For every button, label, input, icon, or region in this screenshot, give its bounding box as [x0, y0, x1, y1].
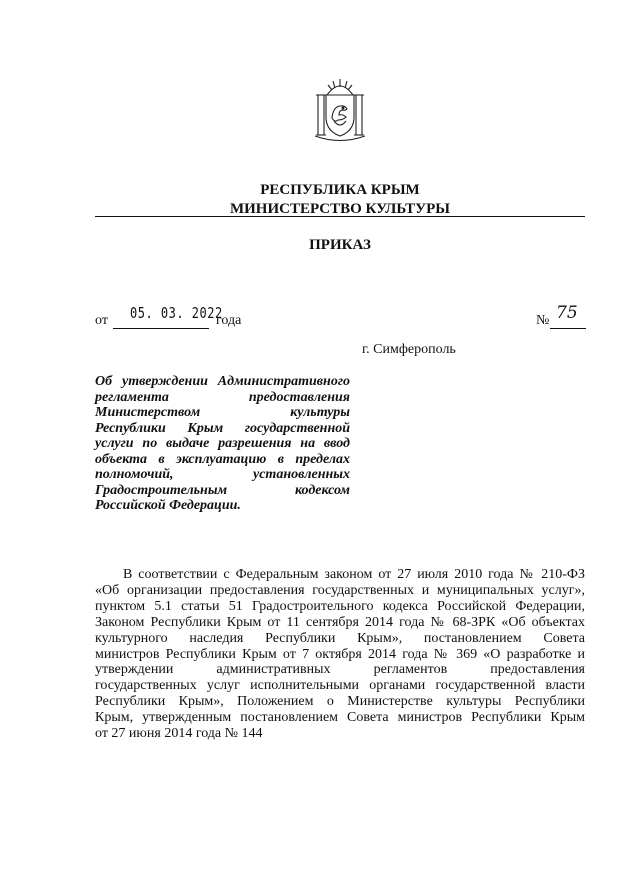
header-divider	[95, 216, 585, 217]
subject-line: Министерством культуры	[95, 405, 350, 420]
number-line	[536, 303, 596, 333]
subject-line: объекта в эксплуатацию в пределах	[95, 451, 350, 467]
body-line: Крым, утвержденным постановлением Совета министров Республики Крым	[95, 710, 585, 726]
body-line: культурного наследия Республики Крым», постановлением Совета	[95, 630, 585, 646]
subject-line: Градостроительным кодексом	[95, 482, 350, 498]
body-line: утверждении административных регламентов предоставления	[95, 662, 585, 678]
document-type-title: ПРИКАЗ	[309, 237, 371, 253]
subject-line: Об утверждении Административного	[95, 374, 350, 389]
date-suffix: года	[216, 313, 242, 328]
subject-line: Республики Крым государственной	[95, 420, 350, 436]
body-line: Республики Крым», Положением о Министерстве культуры Республики	[95, 694, 585, 710]
handwritten-date: 05. 03. 2022	[130, 304, 223, 322]
handwritten-number: 75	[556, 303, 578, 323]
number-blank-line	[550, 328, 586, 329]
subject-line: полномочий, установленных	[95, 467, 350, 482]
header-line-ministry: МИНИСТЕРСТВО КУЛЬТУРЫ	[229, 201, 451, 217]
subject-line: услуги по выдаче разрешения на ввод	[95, 436, 350, 451]
body-line: государственных услуг исполнительными органами государственной власти	[95, 678, 585, 694]
body-line: В соответствии с Федеральным законом от 27 июля 2010 года № 210-ФЗ	[123, 567, 585, 582]
header-line-republic: РЕСПУБЛИКА КРЫМ	[260, 182, 420, 198]
body-line: пунктом 5.1 статьи 51 Градостроительного кодекса Российской Федерации,	[95, 598, 585, 614]
city-name: г. Симферополь	[362, 342, 456, 357]
subject-line: Российской Федерации.	[95, 498, 241, 513]
body-line: от 27 июня 2014 года № 144	[95, 726, 263, 742]
date-blank-line	[113, 328, 209, 329]
order-body-paragraph	[95, 567, 585, 742]
number-label: №	[536, 313, 550, 328]
body-line: «Об организации предоставления государственных и муниципальных услуг»,	[95, 582, 585, 598]
body-line: Законом Республики Крым от 11 сентября 2014 года № 68-ЗРК «Об объектах	[95, 614, 585, 630]
date-prefix: от	[95, 313, 108, 328]
ministry-header	[95, 181, 585, 219]
order-subject	[95, 374, 350, 514]
subject-line: регламента предоставления	[95, 389, 350, 405]
crimea-coat-of-arms-icon	[305, 73, 375, 143]
body-line: министров Республики Крым от 7 октября 2014 года № 369 «О разработке и	[95, 646, 585, 662]
